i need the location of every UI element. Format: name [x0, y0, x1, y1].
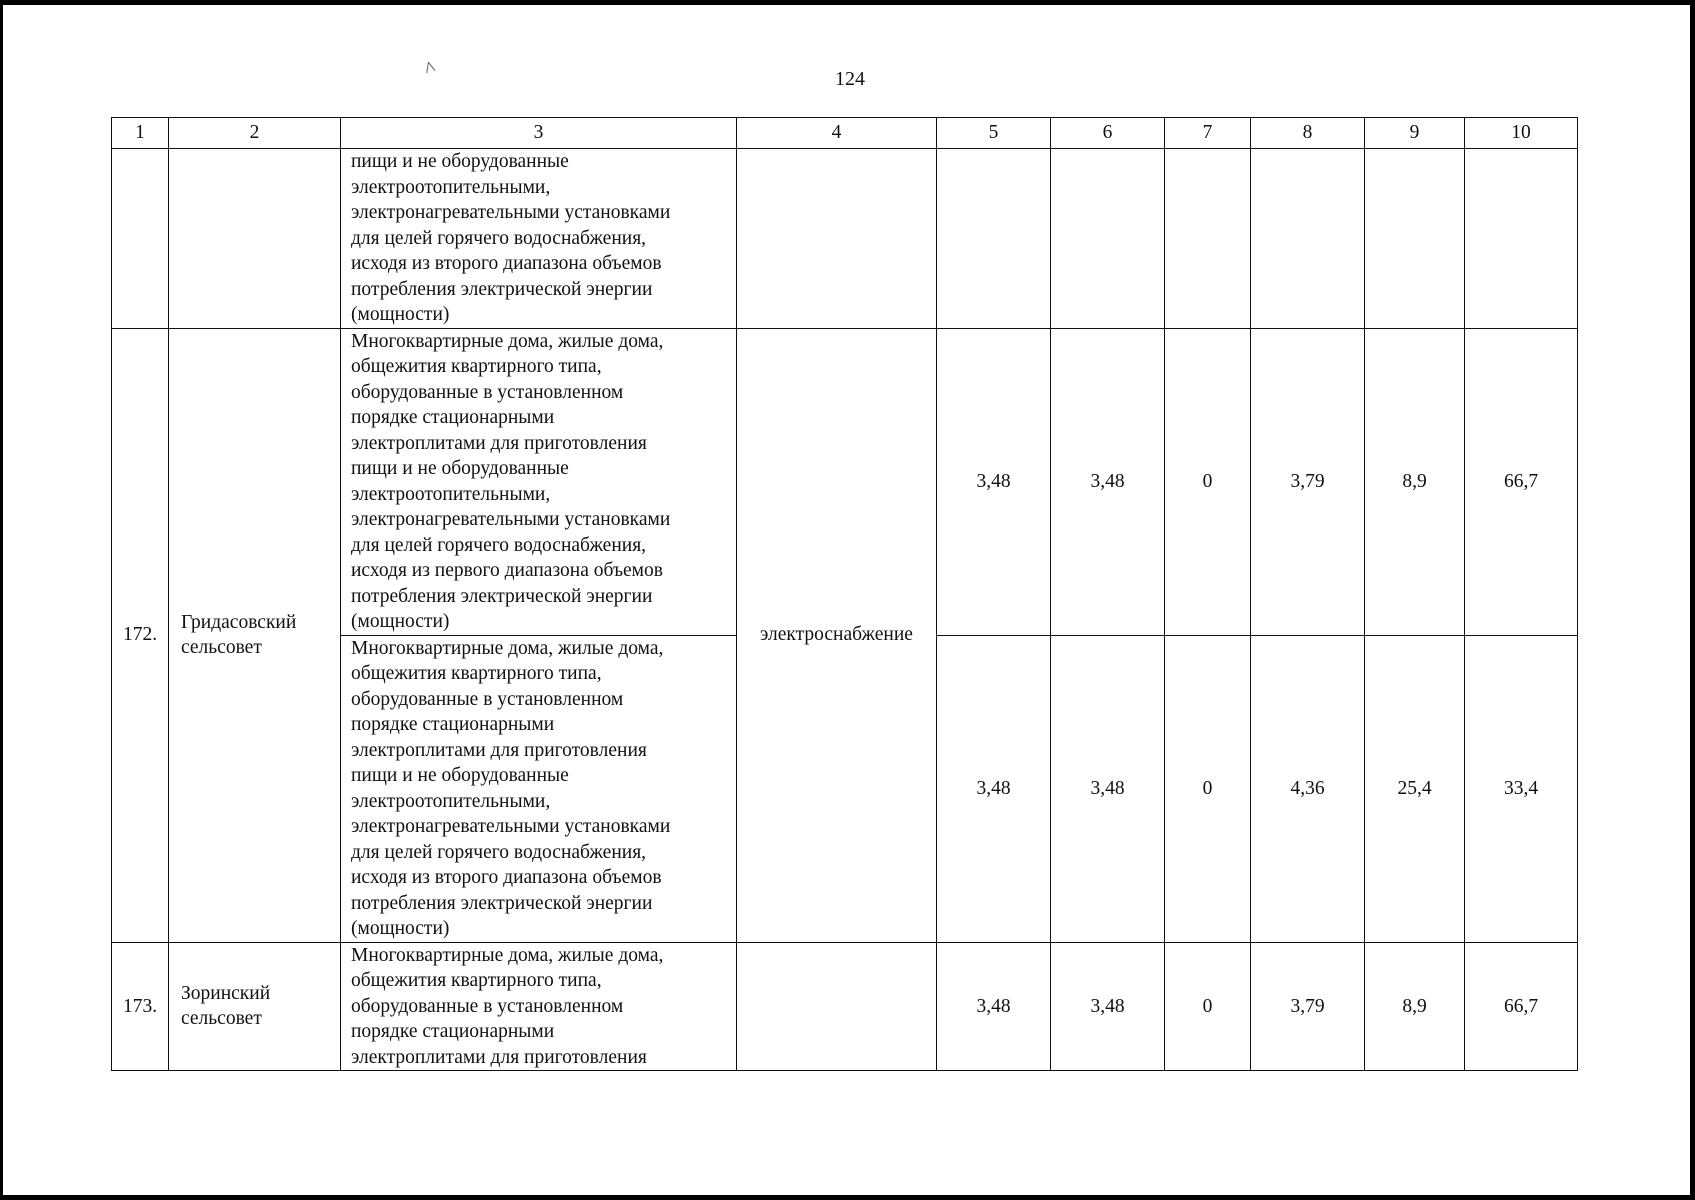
settlement-name-line: Гридасовский [181, 611, 297, 633]
category-line: потребления электрической энергии [351, 278, 653, 300]
category-line: электроплитами для приготовления [351, 1046, 647, 1068]
value-cell: 66,7 [1465, 942, 1578, 1071]
category-line: оборудованные в установленном [351, 995, 624, 1017]
category-line: порядке стационарными [351, 407, 555, 428]
category-line: общежития квартирного типа, [351, 663, 602, 684]
settlement-name-line: Зоринский [181, 982, 271, 1004]
category-line: электронагревательными установками [351, 509, 671, 530]
scan-border-right [1690, 0, 1695, 1200]
value-cell: 3,79 [1251, 942, 1365, 1071]
category-line: (мощности) [351, 611, 450, 632]
column-header: 5 [937, 118, 1051, 149]
category-line: электроотопительными, [351, 176, 551, 198]
column-header: 6 [1051, 118, 1165, 149]
category-line: пищи и не оборудованные [351, 458, 569, 479]
scan-border-top [0, 0, 1695, 5]
value-cell: 3,48 [1051, 635, 1165, 942]
category-line: общежития квартирного типа, [351, 356, 602, 377]
category-line: электроплитами для приготовления [351, 739, 647, 761]
column-header: 1 [112, 118, 169, 149]
tariff-table [111, 117, 1578, 1071]
row-index: 173. [112, 942, 169, 1071]
category-line: (мощности) [351, 918, 450, 939]
category-line: пищи и не оборудованные [351, 765, 569, 786]
column-header: 3 [341, 118, 737, 149]
value-cell: 0 [1165, 942, 1251, 1071]
category-line: для целей горячего водоснабжения, [351, 841, 647, 863]
value-cell [1251, 149, 1365, 329]
category-line: оборудованные в установленном [351, 688, 624, 710]
table-row [112, 149, 1578, 329]
value-cell: 8,9 [1365, 328, 1465, 635]
pen-mark: ^ [421, 55, 439, 82]
category-line: исходя из второго диапазона объемов [351, 867, 662, 888]
category-line: Многоквартирные дома, жилые дома, [351, 944, 664, 966]
category-line: Многоквартирные дома, жилые дома, [351, 330, 664, 352]
page-number: 124 [835, 68, 865, 90]
category-line: Многоквартирные дома, жилые дома, [351, 637, 664, 659]
value-cell: 4,36 [1251, 635, 1365, 942]
category-line: исходя из второго диапазона объемов [351, 253, 662, 274]
service-cell [737, 942, 937, 1071]
category-line: порядке стационарными [351, 1021, 555, 1042]
category-line: электроотопительными, [351, 483, 551, 505]
value-cell: 3,48 [1051, 328, 1165, 635]
value-cell: 3,48 [1051, 942, 1165, 1071]
value-cell [1365, 149, 1465, 329]
column-header: 8 [1251, 118, 1365, 149]
value-cell: 33,4 [1465, 635, 1578, 942]
scan-border-bottom [0, 1195, 1695, 1200]
value-cell [1165, 149, 1251, 329]
value-cell: 66,7 [1465, 328, 1578, 635]
settlement-cell [169, 149, 341, 329]
scan-border-left [0, 0, 3, 1200]
column-header: 10 [1465, 118, 1578, 149]
category-line: общежития квартирного типа, [351, 970, 602, 991]
service-name: электроснабжение [737, 328, 937, 942]
service-cell [737, 149, 937, 329]
table-header-row [112, 118, 1578, 149]
column-header: 7 [1165, 118, 1251, 149]
value-cell: 0 [1165, 635, 1251, 942]
value-cell: 3,48 [937, 942, 1051, 1071]
consumer-category-cell [341, 635, 737, 942]
column-header: 9 [1365, 118, 1465, 149]
category-line: оборудованные в установленном [351, 381, 624, 403]
settlement-name-line: сельсовет [181, 637, 262, 658]
value-cell [1465, 149, 1578, 329]
value-cell [1051, 149, 1165, 329]
column-header: 2 [169, 118, 341, 149]
category-line: порядке стационарными [351, 714, 555, 735]
category-line: потребления электрической энергии [351, 585, 653, 607]
column-header: 4 [737, 118, 937, 149]
value-cell: 3,48 [937, 328, 1051, 635]
consumer-category-cell [341, 328, 737, 635]
category-line: для целей горячего водоснабжения, [351, 227, 647, 249]
category-line: электроплитами для приготовления [351, 432, 647, 454]
category-line: (мощности) [351, 304, 450, 325]
category-line: потребления электрической энергии [351, 892, 653, 914]
index-cell [112, 149, 169, 329]
category-line: для целей горячего водоснабжения, [351, 534, 647, 556]
settlement-name [169, 942, 341, 1071]
value-cell: 0 [1165, 328, 1251, 635]
value-cell [937, 149, 1051, 329]
table-row [112, 328, 1578, 635]
value-cell: 3,48 [937, 635, 1051, 942]
settlement-name [169, 328, 341, 942]
row-index: 172. [112, 328, 169, 942]
consumer-category-cell [341, 942, 737, 1071]
category-line: электронагревательными установками [351, 202, 671, 223]
category-line: электронагревательными установками [351, 816, 671, 837]
value-cell: 25,4 [1365, 635, 1465, 942]
settlement-name-line: сельсовет [181, 1008, 262, 1030]
value-cell: 3,79 [1251, 328, 1365, 635]
value-cell: 8,9 [1365, 942, 1465, 1071]
table-row [112, 942, 1578, 1071]
consumer-category-cell [341, 149, 737, 329]
category-line: пищи и не оборудованные [351, 151, 569, 172]
category-line: электроотопительными, [351, 790, 551, 812]
category-line: исходя из первого диапазона объемов [351, 560, 663, 581]
